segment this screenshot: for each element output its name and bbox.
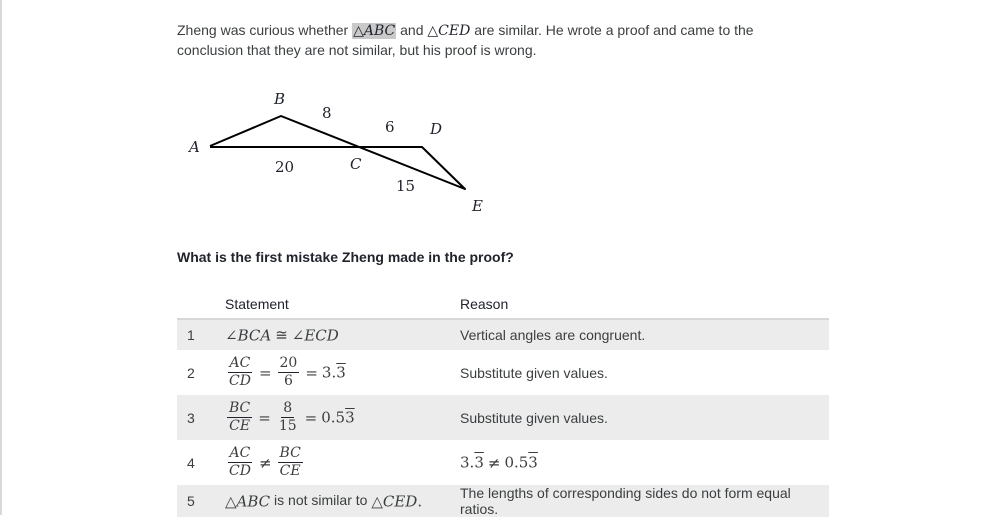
length-ac: 20 (275, 158, 295, 176)
congruent-symbol: ≅ (275, 326, 288, 345)
proof-row-5[interactable] (177, 485, 829, 517)
proof-row-3[interactable] (177, 395, 829, 440)
proof-table (177, 290, 829, 517)
row-reason: Substitute given values. (460, 395, 829, 440)
fraction-8-15: $\frac{8}{15}$ (278, 400, 297, 434)
header-num (177, 290, 225, 319)
fraction-ac-cd: $\frac{AC}{CD}$ (229, 355, 251, 389)
length-ce: 15 (396, 177, 416, 195)
row-statement (225, 319, 460, 350)
length-cd: 6 (385, 118, 395, 136)
row-statement: △ABC is not similar to △CED. (225, 485, 460, 517)
proof-row-4[interactable] (177, 440, 829, 485)
row-statement: $\frac{AC}{CD}$ = $\frac{20}{6}$ = 3.3 (229, 355, 346, 389)
row-statement (225, 440, 460, 485)
result-value: 3.3 (321, 363, 346, 382)
triangle-abc-label: ABC (363, 23, 396, 39)
row-number: 2 (187, 364, 195, 381)
triangle-ced (427, 23, 470, 39)
intro-part1: Zheng was curious whether (177, 22, 353, 38)
triangle-abc-highlighted[interactable] (352, 23, 396, 39)
row-number: 5 (177, 485, 225, 517)
row-reason: Vertical angles are congruent. (460, 319, 829, 350)
row-number: 4 (187, 454, 195, 471)
fraction-bc-ce: $\frac{BC}{CE}$ (279, 445, 301, 479)
fraction-bc-ce: $\frac{BC}{CE}$ (229, 400, 251, 434)
problem-intro (177, 21, 797, 60)
result-value: 0.53 (321, 408, 355, 427)
question-text: What is the first mistake Zheng made in the proof? (177, 249, 514, 265)
intro-part2: and (396, 22, 428, 38)
not-equal-symbol: ≠ (487, 453, 501, 472)
triangle-icon: △ (427, 23, 439, 39)
row-number: 1 (177, 319, 225, 350)
angle-icon: ∠ (291, 326, 305, 345)
row-reason: 3.3 ≠ 0.53 (460, 453, 538, 472)
label-C: C (350, 155, 362, 173)
intro-part3: are similar. He wrote a proof and came to the conclusion that they are not similar, but his proof is wrong. (177, 22, 754, 58)
row-statement: $\frac{BC}{CE}$ = $\frac{8}{15}$ = 0.53 (225, 395, 460, 440)
triangle-icon: △ (353, 23, 364, 39)
fraction-ac-cd: $\frac{AC}{CD}$ (229, 445, 251, 479)
fraction-20-6: $\frac{20}{6}$ (279, 355, 298, 389)
length-bc: 8 (322, 104, 332, 122)
triangle-ced-label: CED (438, 23, 471, 39)
label-D: D (430, 120, 443, 138)
label-A: A (189, 138, 200, 156)
label-B: B (274, 90, 286, 108)
row-reason: Substitute given values. (460, 364, 608, 381)
figure-lines (210, 116, 465, 189)
angle-bca: BCA (237, 326, 272, 345)
table-header-row (177, 290, 829, 319)
triangle-icon: △ (371, 492, 383, 511)
label-E: E (472, 197, 483, 215)
row-reason: The lengths of corresponding sides do not form equal ratios. (460, 485, 829, 517)
proof-row-1[interactable] (177, 319, 829, 350)
angle-ecd: ECD (304, 326, 339, 345)
row-number: 3 (177, 395, 225, 440)
left-edge-divider (0, 0, 2, 515)
header-statement: Statement (225, 290, 460, 319)
angle-icon: ∠ (225, 326, 238, 345)
triangle-icon: △ (225, 492, 237, 511)
triangles-figure (170, 80, 510, 220)
header-reason: Reason (460, 290, 829, 319)
not-equal-symbol: ≠ (258, 453, 272, 472)
proof-row-2[interactable] (177, 350, 829, 395)
